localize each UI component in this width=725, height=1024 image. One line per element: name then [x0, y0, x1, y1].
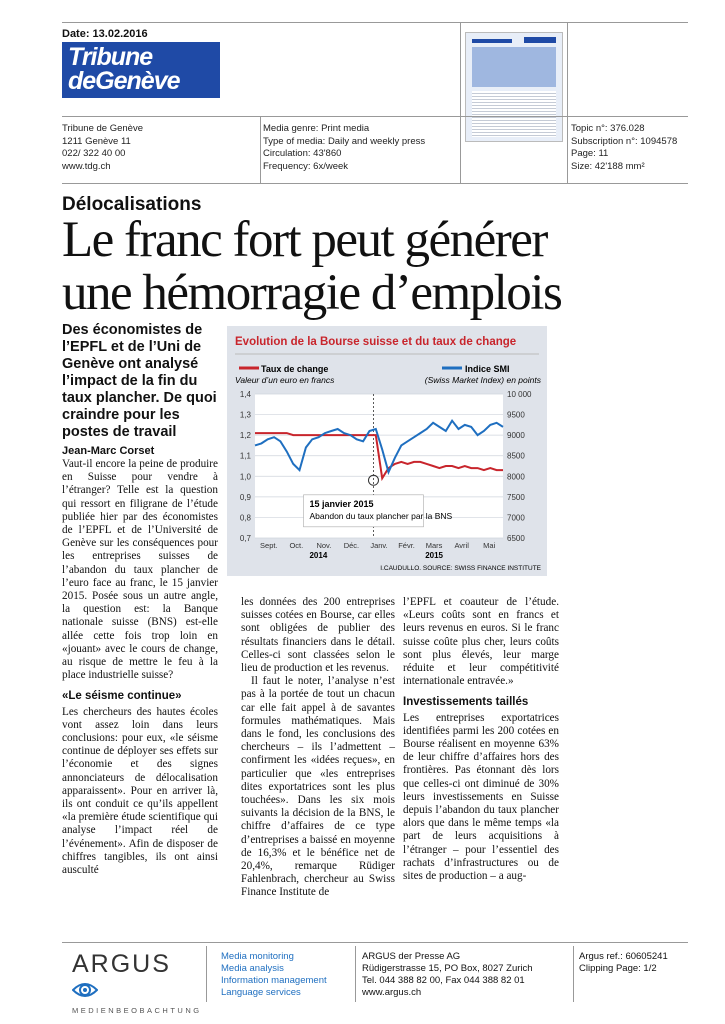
left-tick-label: 1,3 [239, 410, 251, 420]
publisher-info [62, 123, 143, 173]
address-line: www.argus.ch [362, 987, 422, 998]
month-label: Févr. [398, 541, 415, 550]
exchange-rate-chart [227, 326, 547, 576]
publisher-city: 1211 Genève 11 [62, 135, 131, 147]
header-rule-bottom [62, 183, 688, 184]
logo-line-2: deGenève [68, 67, 180, 95]
address-line: Tel. 044 388 82 00, Fax 044 388 82 01 [362, 975, 525, 986]
paragraph: l’EPFL et coauteur de l’étude. «Leurs coûts sont en francs et leurs revenus en euros. Si le franc suisse coûte plus cher, leurs coûts sont plus élevés, leur marge réduite et leur compétitivité internationale entravée.» [403, 596, 559, 688]
service-item: Media analysis [221, 963, 284, 974]
topic-info [571, 123, 677, 173]
clipping-page: Clipping Page: 1/2 [579, 963, 657, 974]
legend-rate: Taux de change [261, 364, 329, 374]
right-tick-label: 8500 [507, 451, 525, 461]
media-genre: Media genre: Print media [263, 123, 370, 134]
month-label: Déc. [343, 541, 360, 550]
argus-address [362, 951, 533, 999]
legend-rate-sub: Valeur d’un euro en francs [235, 375, 335, 385]
media-info [263, 123, 425, 173]
media-circulation: Circulation: 43'860 [263, 148, 342, 159]
header-rule [62, 116, 688, 117]
right-tick-label: 7500 [507, 492, 525, 502]
right-tick-label: 10 000 [507, 390, 532, 399]
chart-source: I.CAUDULLO. SOURCE: SWISS FINANCE INSTITUTE [380, 565, 541, 572]
subscription-number: Subscription n°: 1094578 [571, 135, 678, 147]
right-tick-label: 9000 [507, 431, 525, 441]
media-frequency: Frequency: 6x/week [263, 160, 349, 172]
left-tick-label: 0,8 [239, 513, 251, 523]
divider [460, 22, 461, 183]
article-column-1 [62, 458, 218, 877]
clipping-reference [579, 951, 668, 975]
left-tick-label: 1,2 [239, 431, 251, 441]
left-tick-label: 0,7 [239, 534, 251, 543]
left-tick-label: 1,1 [239, 451, 251, 461]
lead-text: Des économistes de l’EPFL et de l’Uni de Genève ont analysé l’impact de la fin du taux plancher. De quoi craindre pour les postes de travail [62, 322, 217, 440]
divider [355, 946, 356, 1002]
clipping-date: Date: 13.02.2016 [62, 28, 148, 40]
annotation-date: 15 janvier 2015 [309, 498, 374, 509]
address-line: Rüdigerstrasse 15, PO Box, 8027 Zurich [362, 963, 533, 974]
right-tick-label: 7000 [507, 513, 525, 523]
month-label: Mars [425, 541, 443, 550]
headline-line-1: Le franc fort peut générer [62, 212, 547, 268]
page-thumbnail [465, 32, 563, 142]
left-tick-label: 1,0 [239, 472, 251, 482]
paragraph: Il faut le noter, l’analyse n’est pas à la portée de tout un chacun car elle fait appel à de savantes formules mathématiques. Mais dans le fond, les conclusions des chercheurs – ils l’admettent – confirment les «idées reçues», en particulier que «les entreprises dites exportatrices sont les plus touchées». Dans les six mois suivants la décision de la BNS, le chiffre d’affaires de ce type d’entreprises a baissé en moyenne de 16,3% et le bénéfice net de 20,4%, remarque Rüdiger Fahlenbrach, chercheur au Swiss Finance Institute de [241, 675, 395, 899]
argus-logo [72, 950, 202, 1015]
month-label: Janv. [370, 541, 388, 550]
subheading: Investissements taillés [403, 696, 529, 709]
article-column-2 [241, 596, 395, 900]
year-label: 2014 [309, 551, 328, 560]
logo-line-1: Tribune [68, 43, 153, 71]
right-tick-label: 9500 [507, 410, 525, 420]
right-tick-label: 8000 [507, 472, 525, 482]
divider [573, 946, 574, 1002]
month-label: Sept. [260, 541, 278, 550]
plot-area [240, 390, 532, 560]
eye-icon [72, 979, 98, 1001]
legend-smi-sub: (Swiss Market Index) en points [424, 375, 541, 385]
newspaper-logo [62, 42, 220, 98]
divider [567, 22, 568, 183]
right-tick-label: 6500 [507, 534, 525, 543]
argus-wordmark: ARGUS [72, 950, 171, 978]
argus-services [221, 951, 327, 999]
argus-ref: Argus ref.: 60605241 [579, 951, 668, 962]
article-column-3 [403, 596, 559, 883]
year-label: 2015 [425, 551, 444, 560]
service-item: Information management [221, 975, 327, 986]
legend-smi: Indice SMI [465, 364, 510, 374]
top-rule [62, 22, 688, 23]
service-item: Media monitoring [221, 951, 294, 962]
month-label: Avril [454, 541, 469, 550]
chart-title: Evolution de la Bourse suisse et du taux de change [235, 336, 517, 348]
paragraph: les données des 200 entreprises suisses cotées en Bourse, car elles sont obligées de publier des résultats financiers dans le détail. Celles-ci sont classées selon le lieu de production et les revenus. [241, 596, 395, 675]
publisher-phone: 022/ 322 40 00 [62, 148, 126, 159]
service-item: Language services [221, 987, 301, 998]
address-line: ARGUS der Presse AG [362, 951, 461, 962]
clip-size: Size: 42'188 mm² [571, 160, 645, 172]
page-number: Page: 11 [571, 148, 609, 159]
month-label: Mai [483, 541, 496, 550]
publisher-website: www.tdg.ch [62, 160, 111, 172]
month-label: Nov. [316, 541, 332, 550]
subheading: «Le séisme continue» [62, 690, 182, 703]
topic-number: Topic n°: 376.028 [571, 123, 645, 134]
article-kicker: Délocalisations [62, 194, 202, 215]
paragraph: Les entreprises exportatrices identifiées parmi les 200 cotées en Bourse réalisent en moyenne 63% de leur chiffre d’affaires hors des frontières. Pas étonnant dès lors que celles-ci ont diminué de 30% leurs investissements en Suisse depuis l’abandon du taux plancher alors que dans le même temps «la part de leurs acquisitions à l’étranger – pour l’essentiel des rachats d’infrastructures ou de sites de production – a aug- [403, 711, 559, 883]
annotation-text: Abandon du taux plancher par la BNS [309, 510, 453, 521]
paragraph: Les chercheurs des hautes écoles vont assez loin dans leurs conclusions: pour eux, «le séisme continue de déployer ses effets sur l’économie et des signes annonciateurs de délocalisation apparaissent». Pour en arriver là, ils ont conduit ce qu’ils appellent «la première étude scientifique qui analyse l’impact réel de l’événement». Afin de disposer de chiffres tangibles, ils ont ainsi ausculté [62, 705, 218, 877]
publisher-name: Tribune de Genève [62, 123, 143, 134]
byline: Jean-Marc Corset [62, 445, 155, 457]
footer-rule [62, 942, 688, 943]
media-type: Type of media: Daily and weekly press [263, 135, 426, 147]
left-tick-label: 0,9 [239, 492, 251, 502]
argus-tagline: MEDIENBEOBACHTUNG [72, 1006, 202, 1015]
headline-line-2: une hémorragie d’emplois [62, 265, 562, 321]
month-label: Oct. [289, 541, 304, 550]
article-headline [62, 214, 662, 320]
paragraph: Vaut-il encore la peine de produire en Suisse pour vendre à l’étranger? Telle est la question qui ressort en filigrane de l’étude publiée hier par des économistes de l’EPFL et de l’Université de Genève sur les conséquences pour les entreprises suisses de l’abandon du taux plancher de l’euro face au franc, le 15 janvier 2015. Posée sous un autre angle, la question est: la Banque nationale suisse (BNS) est-elle allée cette fois trop loin en «jouant» avec le cours de change, au risque de mettre le feu à la place industrielle suisse? [62, 458, 218, 682]
divider [260, 116, 261, 183]
left-tick-label: 1,4 [239, 390, 251, 399]
article-lead [62, 322, 218, 460]
divider [206, 946, 207, 1002]
